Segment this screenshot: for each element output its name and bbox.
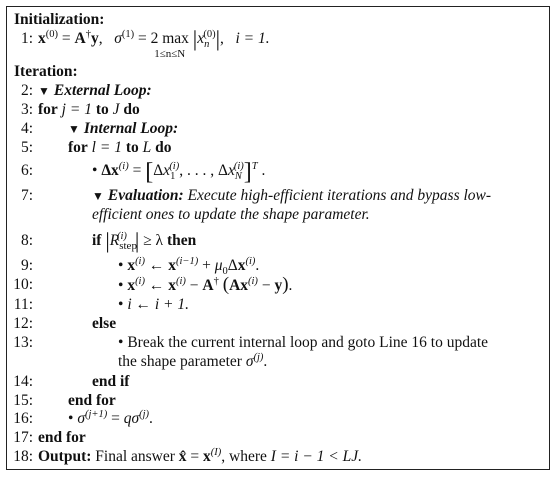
line-16: • $\sigma^{(j+1)} = q\sigma^{(j)}$.: [68, 408, 153, 427]
line-number-11: 11:: [13, 296, 33, 313]
L-symbol: L: [142, 139, 152, 156]
triangle-down-icon: ▼: [38, 84, 50, 98]
j-range: j = 1: [61, 101, 92, 118]
where-text: , where: [221, 448, 267, 465]
sigma-update: σ: [77, 410, 85, 427]
x-iterate: x: [127, 257, 136, 274]
i-init: i = 1.: [235, 30, 270, 47]
line-number-12: 12:: [13, 315, 33, 332]
line-13b: the shape parameter $\sigma^{(j)}$.: [118, 351, 268, 370]
line-3: [38, 101, 140, 119]
x-vector: x: [38, 30, 46, 47]
line-number-1: 1:: [20, 30, 33, 47]
final-answer-text: Final answer: [95, 448, 175, 465]
i-increment: i ← i + 1.: [127, 296, 190, 313]
iteration-heading: Iteration:: [14, 63, 78, 80]
line-number-10: 10:: [13, 276, 33, 293]
line-number-2: 2:: [20, 82, 33, 99]
sigma-symbol: σ: [114, 30, 122, 47]
line-number-17: 17:: [13, 429, 33, 446]
internal-loop-label: Internal Loop:: [83, 120, 179, 137]
R-symbol: R: [109, 232, 120, 249]
line-7a: [92, 187, 491, 205]
final-condition: I = i − 1 < LJ.: [270, 448, 363, 465]
constant-two: = 2: [137, 30, 159, 47]
line-number-7: 7:: [20, 187, 33, 204]
initialization-heading: Initialization:: [14, 11, 105, 28]
line-8: if $|R_{step}^{(i)}$ | ≥ λ then: [92, 228, 197, 253]
line-number-15: 15:: [13, 392, 33, 409]
external-loop-label: External Loop:: [53, 82, 152, 99]
delta-x: Δx: [101, 162, 119, 179]
line-number-14: 14:: [13, 373, 33, 390]
do-keyword: do: [155, 139, 172, 156]
line-9: • $x^{(i)}$ ← $x^{(i-1)} + \mu_0\Delta x^{(i)}$.: [118, 255, 260, 278]
end-if-keyword: end if: [92, 373, 130, 390]
end-for-inner-keyword: end for: [68, 392, 116, 409]
break-text-1: Break the current internal loop and goto Line 16 to update: [127, 334, 489, 351]
else-keyword: else: [92, 315, 117, 332]
max-operator: max: [162, 30, 189, 47]
a-matrix: A: [74, 30, 86, 47]
max-range: 1≤n≤N: [154, 48, 186, 60]
end-for-outer-keyword: end for: [38, 429, 86, 446]
x-projection: x: [127, 277, 136, 294]
for-keyword: for: [68, 139, 88, 156]
line-13a: • Break the current internal loop and goto Line 16 to update: [118, 334, 489, 351]
line-4: [68, 120, 178, 138]
line-number-9: 9:: [20, 257, 33, 274]
output-keyword: Output:: [38, 448, 92, 465]
step-subscript: step: [119, 240, 137, 253]
to-keyword: to: [125, 139, 139, 156]
do-keyword: do: [123, 101, 140, 118]
line-2: [38, 82, 152, 100]
line-number-16: 16:: [13, 410, 33, 427]
line-number-8: 8:: [20, 232, 33, 249]
line-number-5: 5:: [20, 139, 33, 156]
line-number-18: 18:: [13, 448, 33, 465]
line-number-6: 6:: [20, 162, 33, 179]
line-1: $x^{(0)} = A^\dagger y$, $\sigma^{(1)} = 2$ max 1≤n≤N $|x_n^{(0)}|$, i = 1.: [38, 30, 270, 48]
line-number-13: 13:: [13, 334, 33, 351]
to-keyword: to: [95, 101, 109, 118]
then-keyword: then: [166, 232, 197, 249]
evaluation-label: Evaluation:: [107, 187, 184, 204]
line-18: Output: Final answer x̂ = $x^{(I)}$, where I = i − 1 < LJ.: [38, 446, 363, 465]
break-text-2: the shape parameter: [118, 353, 242, 370]
line-6: • $\Delta x^{(i)} = [\Delta x_1^{(i)}$, . . . , $\Delta x_N^{(i)}]^T$ .: [92, 159, 266, 185]
J-symbol: J: [112, 101, 120, 118]
line-10: • $x^{(i)}$ ← $x^{(i)} - A^\dagger$ $(Ax^{(i)} - y)$.: [118, 274, 293, 295]
for-keyword: for: [38, 101, 58, 118]
triangle-down-icon: ▼: [92, 189, 104, 203]
line-11: • i ← i + 1.: [118, 296, 190, 313]
triangle-down-icon: ▼: [68, 122, 80, 136]
if-keyword: if: [92, 232, 102, 249]
line-7b: efficient ones to update the shape parameter.: [92, 206, 370, 223]
lambda-condition: ≥ λ: [143, 232, 164, 249]
evaluation-text-1: Execute high-efficient iterations and bypass low-: [187, 187, 492, 204]
line-number-4: 4:: [20, 120, 33, 137]
line-5: [68, 139, 172, 157]
l-range: l = 1: [91, 139, 122, 156]
line-number-3: 3:: [20, 101, 33, 118]
